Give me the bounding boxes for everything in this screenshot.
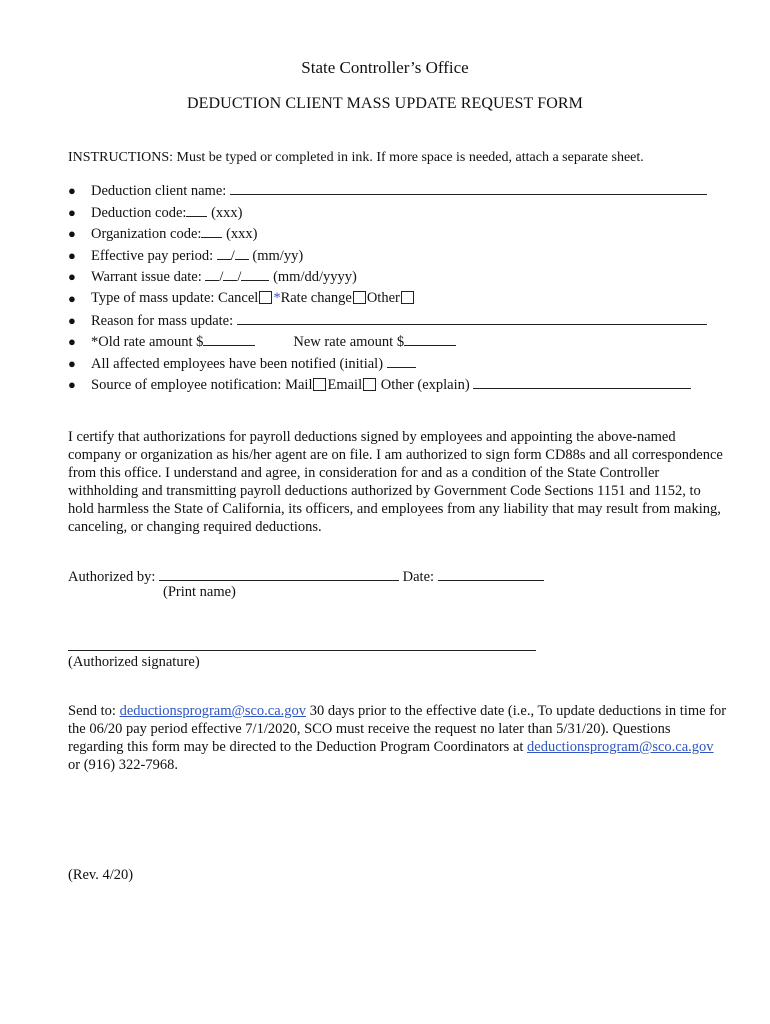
form-title: DEDUCTION CLIENT MASS UPDATE REQUEST FORM <box>187 95 583 112</box>
office-name: State Controller’s Office <box>301 58 469 77</box>
bullet-icon: ● <box>68 312 76 328</box>
update-type-label: Type of mass update: <box>91 289 219 306</box>
email-link-2[interactable]: deductionsprogram@sco.ca.gov <box>527 739 714 755</box>
bullet-icon: ● <box>68 377 76 393</box>
new-rate-field[interactable] <box>404 331 456 346</box>
client-name-label: Deduction client name: <box>91 183 230 199</box>
list-item-reason <box>68 310 718 332</box>
list-item-deduction-code <box>68 202 718 224</box>
old-rate-field[interactable] <box>203 331 255 346</box>
old-rate-label: *Old rate amount $ <box>91 334 204 351</box>
print-name-caption: (Print name) <box>163 584 236 600</box>
list-item-notification-source <box>68 374 718 396</box>
effective-period-label: Effective pay period: <box>91 247 217 264</box>
list-item-update-type <box>68 288 718 310</box>
new-rate-label: New rate amount $ <box>293 334 405 351</box>
bullet-icon: ● <box>68 183 76 198</box>
bullet-icon: ● <box>68 226 76 242</box>
org-code-field[interactable] <box>201 223 222 238</box>
other-explain-label: Other (explain) <box>377 377 474 394</box>
list-item-notified <box>68 353 718 375</box>
warrant-date-hint: (mm/dd/yyyy) <box>269 269 357 286</box>
rate-change-option-label: Rate change <box>280 289 352 306</box>
other-explain-field[interactable] <box>473 374 691 389</box>
authorized-by-row <box>68 566 544 586</box>
client-name-field[interactable] <box>230 180 707 195</box>
notified-initial-field[interactable] <box>387 353 416 368</box>
authorized-by-label: Authorized by: <box>68 569 160 585</box>
mail-checkbox[interactable] <box>313 378 326 391</box>
cancel-option-label: Cancel <box>218 289 259 306</box>
source-label: Source of employee notification: <box>91 377 286 394</box>
email-checkbox[interactable] <box>363 378 376 391</box>
rate-change-checkbox[interactable] <box>353 291 366 304</box>
date-field[interactable] <box>438 566 544 581</box>
bullet-icon: ● <box>68 247 76 263</box>
bullet-icon: ● <box>68 334 76 350</box>
warrant-month-field[interactable] <box>205 266 219 281</box>
org-code-hint: (xxx) <box>222 226 258 243</box>
other-checkbox[interactable] <box>401 291 414 304</box>
notified-label: All affected employees have been notified (initial) <box>91 355 387 372</box>
send-to-paragraph <box>68 702 728 774</box>
email-link[interactable]: deductionsprogram@sco.ca.gov <box>119 703 307 719</box>
send-to-suffix: or (916) 322-7968. <box>68 757 178 773</box>
email-option-label: Email <box>327 377 363 394</box>
list-item-rate-amounts <box>68 331 718 353</box>
authorized-by-field[interactable] <box>159 566 399 581</box>
deduction-code-field[interactable] <box>186 202 207 217</box>
rate-asterisk: * <box>273 289 281 306</box>
mail-option-label: Mail <box>285 377 313 394</box>
deduction-code-label: Deduction code: <box>91 204 187 221</box>
org-code-label: Organization code: <box>91 226 202 243</box>
date-label: Date: <box>399 569 438 585</box>
warrant-date-label: Warrant issue date: <box>91 269 206 286</box>
list-item-org-code <box>68 223 718 245</box>
bullet-icon: ● <box>68 290 76 306</box>
certification-paragraph: I certify that authorizations for payroll deductions signed by employees and appointing the above-named company or organization as his/her agent are on file. I am authorized to sign form CD88s and all correspondence from this office. I understand and agree, in consideration for and as a condition of the State Controller withholding and transmitting payroll deductions authorized by Government Code Sections 1151 and 1152, to hold harmless the State of California, its officers, and employees from any liability that may result from making, canceling, or changing required deductions. <box>68 429 723 535</box>
list-item-warrant-date: ● Warrant issue date: / / (mm/dd/yyyy) <box>68 266 718 288</box>
other-option-label: Other <box>366 289 400 306</box>
deduction-code-hint: (xxx) <box>207 204 243 221</box>
field-list <box>68 180 718 396</box>
reason-field[interactable] <box>237 310 707 325</box>
instructions: INSTRUCTIONS: Must be typed or completed in ink. If more space is needed, attach a separate sheet. <box>68 150 644 165</box>
signature-caption: (Authorized signature) <box>68 654 200 670</box>
effective-month-field[interactable] <box>217 245 231 260</box>
signature-field[interactable] <box>68 650 536 651</box>
cancel-checkbox[interactable] <box>259 291 272 304</box>
bullet-icon: ● <box>68 204 76 220</box>
effective-period-hint: (mm/yy) <box>248 247 304 264</box>
reason-label: Reason for mass update: <box>91 312 237 329</box>
revision-label: (Rev. 4/20) <box>68 867 134 883</box>
warrant-day-field[interactable] <box>223 266 237 281</box>
warrant-year-field[interactable] <box>241 266 269 281</box>
effective-year-field[interactable] <box>235 245 249 260</box>
send-to-prefix: Send to: <box>68 703 120 719</box>
send-to-body: 30 days prior to the effective date (i.e., To update deductions in time for the 06/20 pay period effective 7/1/2020, SCO must receive the request no later than 5/31/20). Questions regarding this form may be directed to the Deduction Program Coordinators at <box>68 703 727 755</box>
list-item-client-name <box>68 180 718 202</box>
bullet-icon: ● <box>68 355 76 371</box>
bullet-icon: ● <box>68 269 76 285</box>
list-item-effective-period: ● Effective pay period: / (mm/yy) <box>68 245 718 267</box>
